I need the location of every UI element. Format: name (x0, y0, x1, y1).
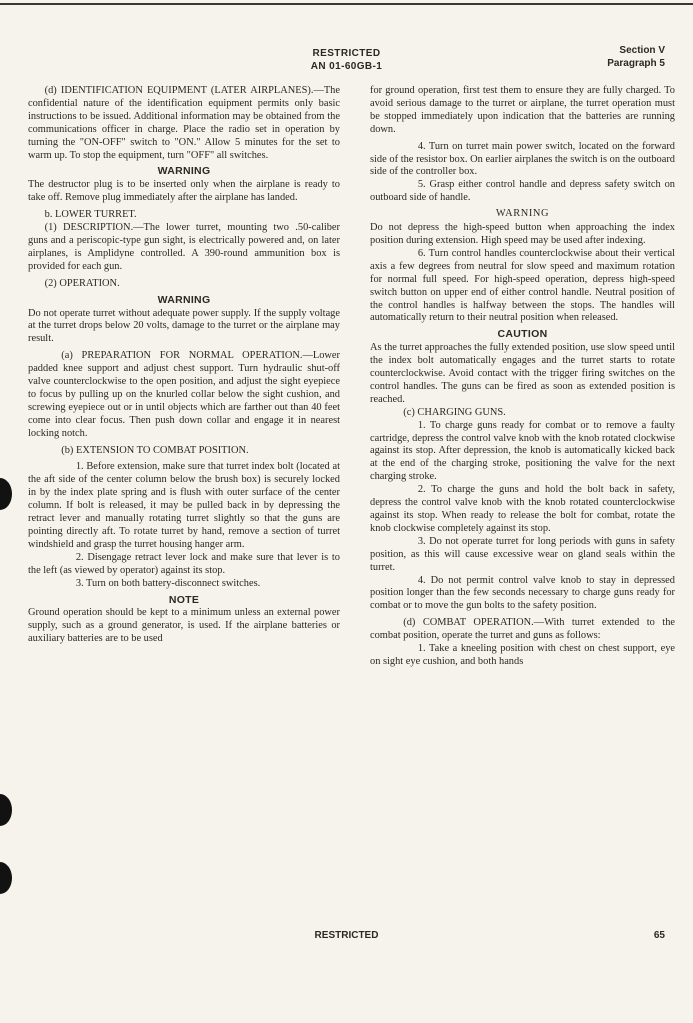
notice-text: Do not operate turret without adequate power supply. If the supply voltage at the turret drops below 20 volts, damage to the turret or the airplane may result. (28, 307, 340, 345)
notice-text: As the turret approaches the fully extended position, use slow speed until the index bolt automatically engages and the turret starts to rotate counterclockwise. Avoid contact with the trigger firing switches on the control handles. The guns can be fired as soon as extended position is reached. (370, 342, 675, 405)
paragraph: 1. Take a kneeling position with chest on chest support, eye on sight eye cushion, and both hands (370, 643, 675, 667)
left-column (28, 85, 340, 646)
header-classification: RESTRICTED (312, 48, 381, 59)
header-section: Section V (619, 45, 665, 56)
right-column (370, 85, 675, 669)
paragraph: 2. Disengage retract lever lock and make sure that lever is to the left (as viewed by operator) against its stop. (28, 551, 340, 576)
footer-classification: RESTRICTED (314, 930, 379, 941)
header-manual-number: AN 01-60GB-1 (310, 61, 383, 72)
paragraph: 4. Turn on turret main power switch, located on the forward side of the resistor box. On earlier airplanes the switch is on the outboard side of the controller box. (370, 140, 675, 178)
paragraph: 6. Turn control handles counterclockwise about their vertical axis a few degrees from neutral for slow speed and maximum rotation for normal full speed. For high-speed operation, depress high-speed switch button on upper end of either control handle. Neutral position of the control handles is halfway between the stops. The handles will automatically return to their neutral position when released. (370, 247, 675, 324)
notice-text: Ground operation should be kept to a minimum unless an external power supply, such as a ground generator, is used. If the airplane batteries or auxiliary batteries are to be used (28, 607, 340, 645)
paragraph: (c) CHARGING GUNS. (403, 406, 506, 418)
binder-hole-3 (0, 862, 12, 894)
section-heading: CAUTION (497, 328, 548, 341)
paragraph: (1) DESCRIPTION.—The lower turret, mounting two .50-caliber guns and a periscopic-type gun sight, is electrically powered and, on later airplanes, is Amplidyne controlled. A 390-round ammunition box is provided for each gun. (28, 222, 340, 272)
paragraph: 3. Turn on both battery-disconnect switches. (75, 577, 261, 589)
paragraph: (b) EXTENSION TO COMBAT POSITION. (61, 444, 249, 456)
section-heading: WARNING (157, 293, 211, 306)
paragraph: 1. To charge guns ready for combat or to remove a faulty cartridge, depress the control valve knob with the knob rotated clockwise against its stop. After depression, the knob is automatically kicked back at the end of the charging stroke, positioning the valve for the next charging stroke. (370, 419, 675, 483)
paragraph: (a) PREPARATION FOR NORMAL OPERATION.—Lower padded knee support and adjust chest support. Turn hydraulic shut-off valve counterclockwise to the open position, and adjust the sight eyepiece to focus by pulling up on the knurled collar below the sight cushion, and screwing eyepiece out or in until objects which are farther out than 40 feet come into clear focus. Then push down collar and engage it in nearest locking notch. (28, 350, 340, 439)
notice-text: for ground operation, first test them to ensure they are fully charged. To avoid serious damage to the turret or airplane, the turret operation must be stopped immediately upon indication that the batteries are running down. (370, 85, 675, 135)
section-heading: WARNING (495, 208, 550, 220)
header-section-block (607, 44, 665, 70)
paragraph: 5. Grasp either control handle and depress safety switch on outboard side of handle. (370, 179, 675, 204)
binder-hole-2 (0, 794, 12, 826)
notice-text: The destructor plug is to be inserted only when the airplane is ready to take off. Remove plug immediately after the airplane has landed. (28, 179, 340, 204)
top-rule (0, 3, 693, 5)
paragraph: 4. Do not permit control valve knob to stay in depressed position longer than the few seconds necessary to charge guns ready for combat or to move the gun bolts to the safety position. (370, 574, 675, 612)
paragraph: 1. Before extension, make sure that turret index bolt (located at the aft side of the center column below the brush box) is securely locked in by the index plate spring and is flush with outer surface of the center column. If bolt is released, it may be pulled back in by depressing the retract lever and manually rotating turret slightly so that the guns are pointing directly aft. To rotate turret by hand, remove a section of turret windshield and grasp the turret housing hanger arm. (28, 461, 340, 550)
paragraph: (2) OPERATION. (44, 277, 120, 289)
binder-hole-1 (0, 478, 12, 510)
paragraph: 3. Do not operate turret for long periods with guns in safety position, as this will cause excessive wear on gland seals within the turret. (370, 535, 675, 573)
page-number: 65 (653, 930, 665, 941)
section-heading: NOTE (168, 593, 200, 606)
header-paragraph: Paragraph 5 (607, 58, 665, 69)
notice-text: Do not depress the high-speed button when approaching the index position during extension. High speed may be used after indexing. (370, 222, 675, 246)
paragraph: 2. To charge the guns and hold the bolt back in safety, depress the control valve knob with the knob rotated counterclockwise against its stop. When ready to release the bolt for combat, rotate the knob clockwise completely against its stop. (370, 484, 675, 534)
section-heading: WARNING (157, 165, 211, 178)
paragraph: b. LOWER TURRET. (44, 209, 137, 221)
paragraph: (d) COMBAT OPERATION.—With turret extended to the combat position, operate the turret and guns as follows: (370, 617, 675, 642)
paragraph: (d) IDENTIFICATION EQUIPMENT (LATER AIRPLANES).—The confidential nature of the identification equipment permits only basic instructions to be issued. Additional information may be obtained from the communications officer in charge. Place the radio set in operation by turning the "ON-OFF" switch to "ON." Allow 5 minutes for the set to warm up. To stop the equipment, turn "OFF" all switches. (28, 85, 340, 161)
